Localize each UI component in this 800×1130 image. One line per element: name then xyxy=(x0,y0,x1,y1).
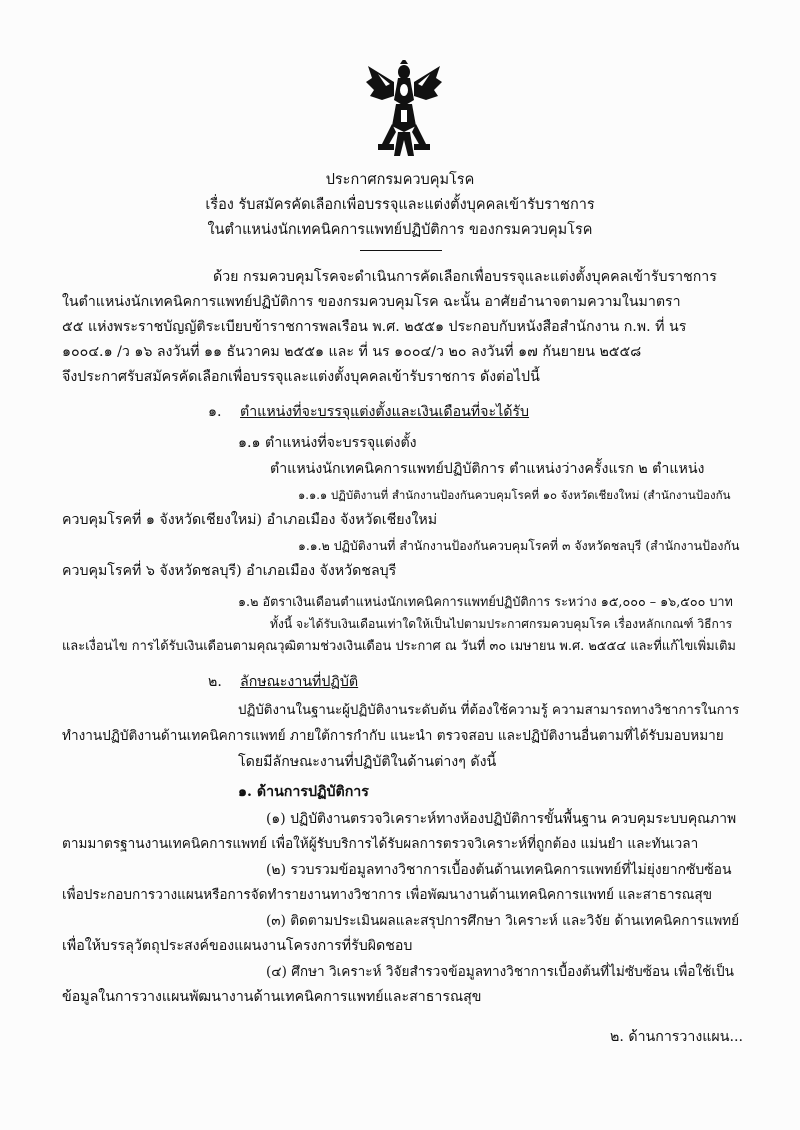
section-2-title: ลักษณะงานที่ปฏิบัติ xyxy=(240,674,359,690)
announcement-position: ในตำแหน่งนักเทคนิคการแพทย์ปฏิบัติการ ของกรมควบคุมโรค xyxy=(207,222,593,238)
subsection-1-1-detail: ตำแหน่งนักเทคนิคการแพทย์ปฏิบัติการ ตำแหน่งว่างครั้งแรก ๒ ตำแหน่ง xyxy=(270,461,705,477)
duty-2-line-1: (๒) รวบรวมข้อมูลทางวิชาการเบื้องต้นด้านเทคนิคการแพทย์ที่ไม่ยุ่งยากซับซ้อน xyxy=(266,862,732,878)
garuda-emblem-icon xyxy=(364,60,444,160)
section-2-line-2: ทำงานปฏิบัติงานด้านเทคนิคการแพทย์ ภายใต้การกำกับ แนะนำ ตรวจสอบ และปฏิบัติงานอื่นตามที่ได้รับมอบหมาย xyxy=(62,728,724,744)
duty-3-line-1: (๓) ติดตามประเมินผลและสรุปการศึกษา วิเคราะห์ และวิจัย ด้านเทคนิคการแพทย์ xyxy=(266,913,740,929)
item-1-1-2-line-2: ควบคุมโรคที่ ๖ จังหวัดชลบุรี) อำเภอเมือง จังหวัดชลบุรี xyxy=(62,563,397,579)
section-2-number: ๒. xyxy=(208,674,222,690)
duty-4-line-2: ข้อมูลในการวางแผนพัฒนางานด้านเทคนิคการแพทย์และสาธารณสุข xyxy=(62,989,482,1005)
intro-line-1: ด้วย กรมควบคุมโรคจะดำเนินการคัดเลือกเพื่อบรรจุและแต่งตั้งบุคคลเข้ารับราชการ xyxy=(213,269,717,285)
intro-line-5: จึงประกาศรับสมัครคัดเลือกเพื่อบรรจุและแต่งตั้งบุคคลเข้ารับราชการ ดังต่อไปนี้ xyxy=(62,369,540,385)
subheading-operations: ๑. ด้านการปฏิบัติการ xyxy=(238,784,369,800)
intro-line-2: ในตำแหน่งนักเทคนิคการแพทย์ปฏิบัติการ ของกรมควบคุมโรค ฉะนั้น อาศัยอำนาจตามความในมาตรา xyxy=(62,294,681,310)
subsection-1-2-line-3: และเงื่อนไข การได้รับเงินเดือนตามคุณวุฒิตามช่วงเงินเดือน ประกาศ ณ วันที่ ๓๐ เมษายน พ.ศ. ๒๕๕๔ และที่แก้ไขเพิ่มเติม xyxy=(62,639,736,654)
announcement-title: ประกาศกรมควบคุมโรค xyxy=(325,172,475,188)
duty-1-line-2: ตามมาตรฐานงานเทคนิคการแพทย์ เพื่อให้ผู้รับบริการได้รับผลการตรวจวิเคราะห์ที่ถูกต้อง แม่นยำ และทันเวลา xyxy=(62,836,699,852)
continuation-note: ๒. ด้านการวางแผน... xyxy=(610,1029,743,1045)
item-1-1-1-line-1: ๑.๑.๑ ปฏิบัติงานที่ สำนักงานป้องกันควบคุมโรคที่ ๑๐ จังหวัดเชียงใหม่ (สำนักงานป้องกัน xyxy=(298,488,731,502)
section-1-title: ตำแหน่งที่จะบรรจุแต่งตั้งและเงินเดือนที่จะได้รับ xyxy=(240,404,530,420)
subsection-1-1: ๑.๑ ตำแหน่งที่จะบรรจุแต่งตั้ง xyxy=(238,435,417,451)
intro-line-4: ๑๐๐๔.๑ /ว ๑๖ ลงวันที่ ๑๑ ธันวาคม ๒๕๕๑ และ ที่ นร ๑๐๐๔/ว ๒๐ ลงวันที่ ๑๗ กันยายน ๒๕๕๘ xyxy=(62,344,642,360)
section-1-number: ๑. xyxy=(208,404,222,420)
section-2-line-3: โดยมีลักษณะงานที่ปฏิบัติในด้านต่างๆ ดังนี้ xyxy=(238,754,497,770)
duty-2-line-2: เพื่อประกอบการวางแผนหรือการจัดทำรายงานทางวิชาการ เพื่อพัฒนางานด้านเทคนิคการแพทย์ และสาธารณสุข xyxy=(62,887,712,903)
header-divider xyxy=(360,250,442,251)
item-1-1-2-line-1: ๑.๑.๒ ปฏิบัติงานที่ สำนักงานป้องกันควบคุมโรคที่ ๓ จังหวัดชลบุรี (สำนักงานป้องกัน xyxy=(298,538,740,553)
duty-4-line-1: (๔) ศึกษา วิเคราะห์ วิจัยสำรวจข้อมูลทางวิชาการเบื้องต้นที่ไม่ซับซ้อน เพื่อใช้เป็น xyxy=(266,964,734,980)
announcement-subject: เรื่อง รับสมัครคัดเลือกเพื่อบรรจุและแต่งตั้งบุคคลเข้ารับราชการ xyxy=(205,197,595,213)
item-1-1-1-line-2: ควบคุมโรคที่ ๑ จังหวัดเชียงใหม่) อำเภอเมือง จังหวัดเชียงใหม่ xyxy=(62,512,438,528)
section-2-line-1: ปฏิบัติงานในฐานะผู้ปฏิบัติงานระดับต้น ที่ต้องใช้ความรู้ ความสามารถทางวิชาการในการ xyxy=(238,703,740,718)
subsection-1-2-line-1: ๑.๒ อัตราเงินเดือนตำแหน่งนักเทคนิคการแพทย์ปฏิบัติการ ระหว่าง ๑๕,๐๐๐ – ๑๖,๕๐๐ บาท xyxy=(238,594,733,609)
duty-1-line-1: (๑) ปฏิบัติงานตรวจวิเคราะห์ทางห้องปฏิบัติการขั้นพื้นฐาน ควบคุมระบบคุณภาพ xyxy=(266,811,737,827)
subsection-1-2-line-2: ทั้งนี้ จะได้รับเงินเดือนเท่าใดให้เป็นไปตามประกาศกรมควบคุมโรค เรื่องหลักเกณฑ์ วิธีการ xyxy=(270,617,733,631)
intro-line-3: ๕๕ แห่งพระราชบัญญัติระเบียบข้าราชการพลเรือน พ.ศ. ๒๕๕๑ ประกอบกับหนังสือสำนักงาน ก.พ. ที่ นร xyxy=(62,319,687,335)
duty-3-line-2: เพื่อให้บรรลุวัตถุประสงค์ของแผนงานโครงการที่รับผิดชอบ xyxy=(62,938,413,954)
